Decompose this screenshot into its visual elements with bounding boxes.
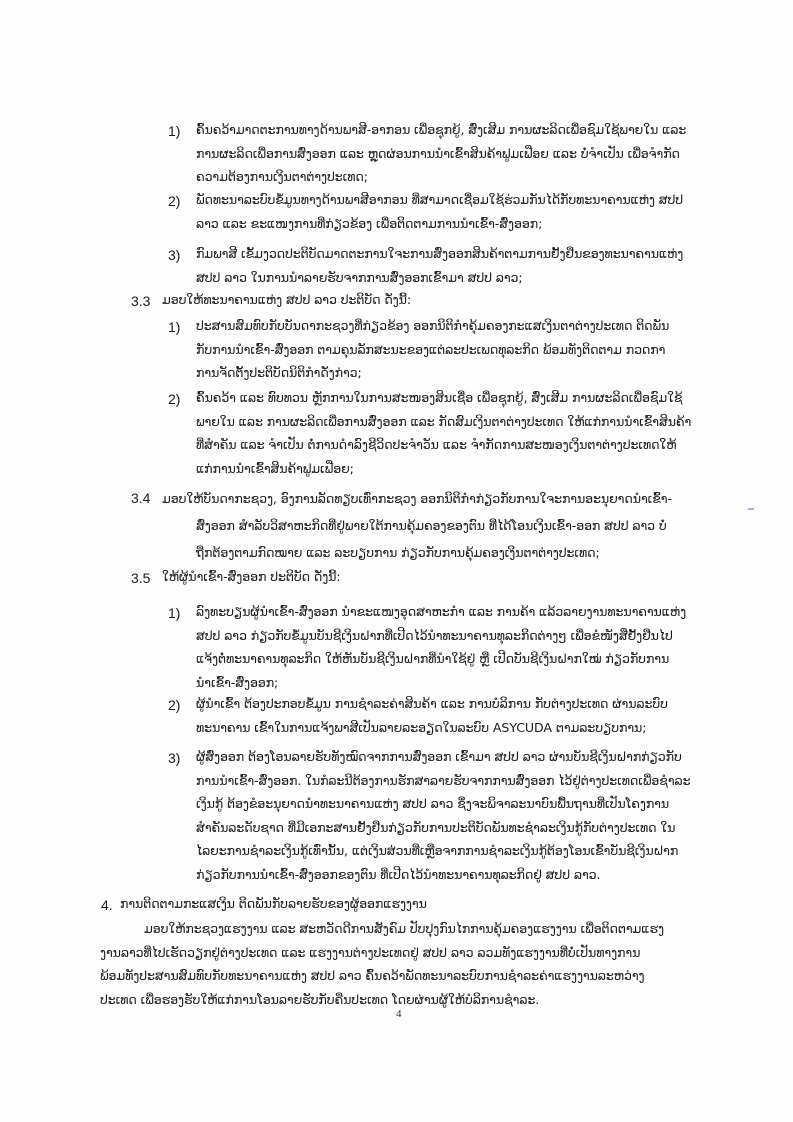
- text-line: ການຜະລິດເພື່ອການສົ່ງອອກ ແລະ ຫຼຸດຜ່ອນການນຳເຂົ້າສິນຄ້າຟູມເຟືອຍ ແລະ ບໍ່ຈຳເປັນ ເພື່ອຈຳກັດ: [196, 145, 680, 161]
- section-heading: [120, 892, 427, 916]
- item-text: [196, 600, 686, 694]
- item-number: 2): [168, 697, 181, 713]
- section-text: [162, 485, 672, 566]
- text-line: ຄວາມຕ້ອງການເງິນຕາຕ່າງປະເທດ;: [196, 169, 368, 184]
- item-number: 1): [168, 123, 181, 139]
- item-number: 1): [168, 605, 181, 621]
- section-text: [162, 565, 341, 589]
- text-line: ໃຫ້ຜູ້ນຳເຂົ້າ-ສົ່ງອອກ ປະຕິບັດ ດັ່ງນີ້:: [162, 569, 341, 584]
- section-body: [100, 917, 664, 1011]
- text-line: ປະເທດ ເພື່ອຮອງຮັບໃຫ້ແກ່ການໂອນລາຍຮັບກັບຄືນປະເທດ ໂດຍຜ່ານຜູ້ໃຫ້ບໍລິການຊຳລະ.: [100, 991, 540, 1007]
- text-line: ແຈ້ງຕໍ່ທະນາຄານທຸລະກິດ ໃຫ້ຫັນບັນຊີເງິນຝາກທີ່ນຳໃຊ້ຢູ່ ຫຼື ເປີດບັນຊີເງິນຝາກໃໝ່ ກ່ຽວກັບການ: [196, 651, 670, 666]
- text-line: ພັດທະນາລະບົບຂໍ້ມູນທາງດ້ານພາສີອາກອນ ທີ່ສາມາດເຊື່ອມໃຊ້ຮ່ວມກັນໄດ້ກັບທະນາຄານແຫ່ງ ສປປ: [196, 192, 684, 207]
- text-line: ເງິນກູ້ ຕ້ອງຂໍອະນຸຍາດນຳທະນາຄານແຫ່ງ ສປປ ລາວ ຊຶ່ງຈະພິຈາລະນາບົນພື້ນຖານທີ່ເປັນໂຄງການ: [196, 796, 670, 811]
- text-line: ມອບໃຫ້ບັນດາກະຊວງ, ອົງການລັດທຽບເທົ່າກະຊວງ ອອກນິຕິກຳກ່ຽວກັບການໃຈະການອະນຸຍາດນຳເຂົ້າ-: [162, 491, 672, 506]
- section-number: 3.5: [131, 570, 151, 586]
- text-line: ຄົ້ນຄວ້າມາດຕະການທາງດ້ານພາສີ-ອາກອນ ເພື່ອຊຸກຍູ້, ສົ່ງເສີມ ການຜະລິດເພື່ອຊົມໃຊ້ພາຍໃນ ແລະ: [196, 122, 687, 137]
- section-number: 3.3: [131, 293, 151, 309]
- text-line: ການຈັດຕັ້ງປະຕິບັດນິຕິກຳດັ່ງກ່າວ;: [196, 365, 362, 380]
- item-text: [196, 188, 683, 235]
- text-line: ກ່ຽວກັບການນຳເຂົ້າ-ສົ່ງອອກຂອງຕົນ ທີ່ເປີດໄວ້ນຳທະນາຄານທຸລະກິດຢູ່ ສປປ ລາວ.: [196, 866, 601, 882]
- text-line: ພາຍໃນ ແລະ ການຜະລິດເພື່ອການສົ່ງອອກ ແລະ ກັດສົມເງິນຕາຕ່າງປະເທດ ໃຫ້ແກ່ການນຳເຂົ້າສິນຄ້າ: [196, 413, 692, 429]
- text-line: ມອບໃຫ້ກະຊວງແຮງງານ ແລະ ສະຫວັດດີການສັງຄົມ ປັບປຸງກົນໄກການຄຸ້ມຄອງແຮງງານ ເພື່ອຕິດຕາມແຮງ: [144, 921, 664, 936]
- text-line: ກົມພາສີ ເຂັ້ມງວດປະຕິບັດມາດຕະການໃຈະການສົ່ງອອກສິນຄ້າຕາມການຢັ້ງຢືນຂອງທະນາຄານແຫ່ງ: [196, 246, 684, 261]
- text-line: ຖືກຕ້ອງຕາມກົດໝາຍ ແລະ ລະບຽບການ ກ່ຽວກັບການຄຸ້ມຄອງເງິນຕາຕ່າງປະເທດ;: [196, 545, 600, 560]
- text-line: ແກ່ການນຳເຂົ້າສິນຄ້າຟູມເຟືອຍ;: [196, 460, 354, 476]
- text-line: ໄລຍະການຊຳລະເງິນກູ້ເທົ່ານັ້ນ, ແຕ່ເງິນສ່ວນທີ່ເຫຼືອຈາກການຊຳລະເງິນກູ້ຕ້ອງໂອນເຂົ້າບັນຊີເງິນຝາກ: [196, 843, 679, 858]
- section-number: 4.: [101, 897, 113, 913]
- text-line: ປະສານສົມທົບກັບບັນດາກະຊວງທີ່ກ່ຽວຂ້ອງ ອອກນິຕິກຳຄຸ້ມຄອງກະແສເງິນຕາຕ່າງປະເທດ ຕິດພັນ: [196, 318, 670, 333]
- text-line: ຜູ້ນຳເຂົ້າ ຕ້ອງປະກອບຂໍ້ມູນ ການຊຳລະຄ່າສິນຄ້າ ແລະ ການບໍລິການ ກັບຕ່າງປະເທດ ຜ່ານລະບົບ: [196, 696, 668, 711]
- item-number: 2): [168, 193, 181, 209]
- text-line: ສປປ ລາວ ໃນການນຳລາຍຮັບຈາກການສົ່ງອອກເຂົ້າມາ ສປປ ລາວ;: [196, 269, 523, 285]
- item-number: 2): [168, 391, 181, 407]
- text-line: ຄົ້ນຄວ້າ ແລະ ທົບທວນ ຫຼັກການໃນການສະໜອງສິນເຊື່ອ ເພື່ອຊຸກຍູ້, ສົ່ງເສີມ ການຜະລິດເພື່ອຊົມໃຊ້: [196, 390, 683, 405]
- section-number: 3.4: [131, 490, 151, 506]
- text-line: ຜູ້ສົ່ງອອກ ຕ້ອງໂອນລາຍຮັບທັງໝົດຈາກການສົ່ງອອກ ເຂົ້າມາ ສປປ ລາວ ຜ່ານບັນຊີເງິນຝາກກ່ຽວກັບ: [196, 749, 682, 764]
- item-number: 3): [168, 750, 181, 766]
- text-line: ນຳເຂົ້າ-ສົ່ງອອກ;: [196, 674, 279, 690]
- text-line: ທີ່ສຳຄັນ ແລະ ຈຳເປັນ ຕໍ່ການດຳລົງຊີວິດປະຈຳວັນ ແລະ ຈຳກັດການສະໜອງເງິນຕາຕ່າງປະເທດໃຫ້: [196, 437, 677, 452]
- heading-text: ການຕິດຕາມກະແສເງິນ ຕິດພັນກັບລາຍຮັບຂອງຜູ້ອອກແຮງງານ: [120, 896, 427, 911]
- text-line: ທະນາຄານ ເຂົ້າໃນການແຈ້ງພາສີເປັນລາຍລະອຽດໃນລະບົບ ASYCUDA ຕາມລະບຽບການ;: [196, 719, 647, 735]
- text-line: ພ້ອມທັງປະສານສົມທົບກັບທະນາຄານແຫ່ງ ສປປ ລາວ ຄົ້ນຄວ້າພັດທະນາລະບົບການຊຳລະຄ່າແຮງງານລະຫວ່າງ: [100, 968, 645, 983]
- item-text: [196, 118, 686, 189]
- scan-artifact-mark: [748, 508, 754, 510]
- section-text: [162, 288, 411, 312]
- item-text: [196, 745, 690, 886]
- text-line: ລົງທະບຽນຜູ້ນຳເຂົ້າ-ສົ່ງອອກ ນຳຂະແໜງອຸດສາຫະກຳ ແລະ ການຄ້າ ແລ້ວລາຍງານທະນາຄານແຫ່ງ: [196, 604, 687, 619]
- text-line: ສົ່ງອອກ ສຳລັບວິສາຫະກິດທີ່ຢູ່ພາຍໃຕ້ການຄຸ້ມຄອງຂອງຕົນ ທີ່ໄດ້ໂອນເງິນເຂົ້າ-ອອກ ສປປ ລາວ ບໍ່: [196, 518, 667, 533]
- page-number: 4: [396, 1008, 402, 1020]
- item-text: [196, 692, 668, 739]
- item-text: [196, 242, 683, 289]
- text-line: ສປປ ລາວ ກ່ຽວກັບຂໍ້ມູນບັນຊີເງິນຝາກທີ່ເປີດໄວ້ນຳທະນາຄານທຸລະກິດຕ່າງໆ ເພື່ອຂໍໜັງສືຢັ້ງຢືນໄປ: [196, 627, 673, 643]
- text-line: ລາວ ແລະ ຂະແໜງການທີ່ກ່ຽວຂ້ອງ ເພື່ອຕິດຕາມການນຳເຂົ້າ-ສົ່ງອອກ;: [196, 215, 543, 231]
- text-line: ການນຳເຂົ້າ-ສົ່ງອອກ. ໃນກໍລະນີຕ້ອງການຮັກສາລາຍຮັບຈາກການສົ່ງອອກ ໄວ້ຢູ່ຕ່າງປະເທດເພື່ອຊຳລະ: [196, 772, 691, 788]
- text-line: ມອບໃຫ້ທະນາຄານແຫ່ງ ສປປ ລາວ ປະຕິບັດ ດັ່ງນີ້:: [162, 292, 411, 307]
- text-line: ກັບການນຳເຂົ້າ-ສົ່ງອອກ ຕາມຄຸນລັກສະນະຂອງແຕ່ລະປະເພດທຸລະກິດ ພ້ອມທັງຕິດຕາມ ກວດກາ: [196, 341, 666, 357]
- item-text: [196, 386, 691, 480]
- item-text: [196, 314, 669, 385]
- item-number: 1): [168, 319, 181, 335]
- text-line: ສຳຄັນລະດັບຊາດ ທີ່ມີເອກະສານຢັ້ງຢືນກ່ຽວກັບການປະຕິບັດພັນທະຊຳລະເງິນກູ້ກັບຕ່າງປະເທດ ໃນ: [196, 819, 676, 835]
- text-line: ງານລາວທີ່ໄປເຮັດວຽກຢູ່ຕ່າງປະເທດ ແລະ ແຮງງານຕ່າງປະເທດຢູ່ ສປປ ລາວ ລວມທັງແຮງງານທີ່ບໍ່ເປັນທາງການ: [100, 944, 641, 960]
- item-number: 3): [168, 247, 181, 263]
